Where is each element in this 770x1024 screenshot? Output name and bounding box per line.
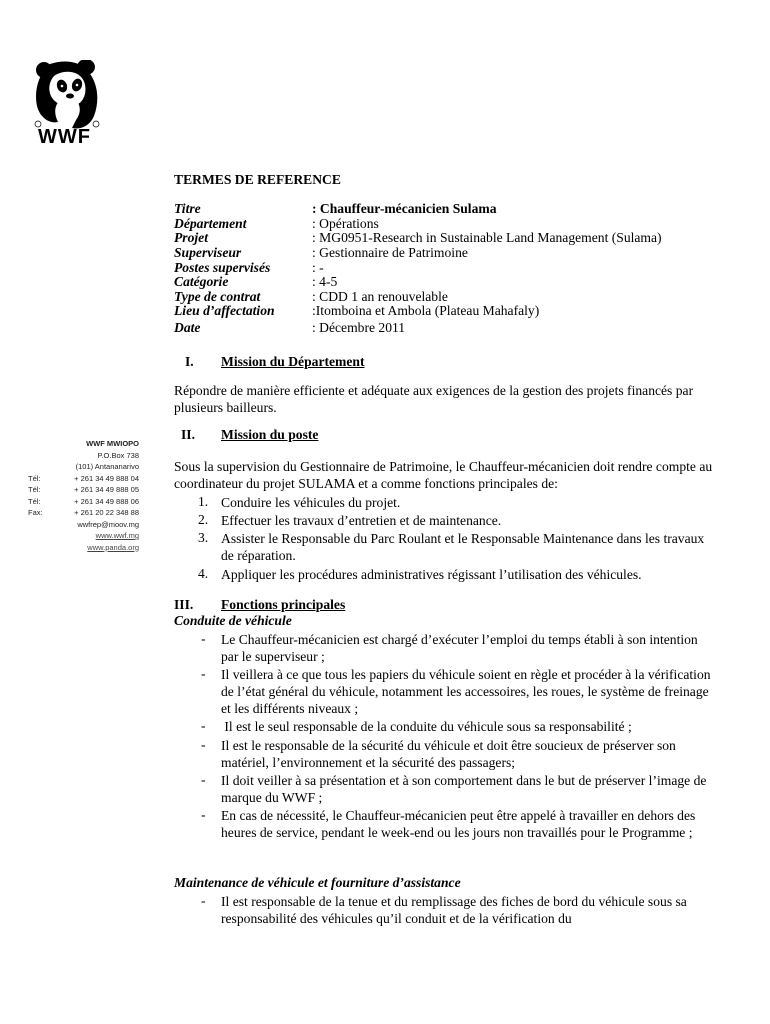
section-number: III. (174, 597, 194, 612)
list-item: Assister le Responsable du Parc Roulant et le Responsable Maintenance dans les travaux de réparation. (221, 531, 705, 563)
list-item: Conduire les véhicules du projet. (221, 495, 401, 510)
subsection-title: Conduite de véhicule (174, 613, 292, 628)
meta-key: Postes supervisés (174, 260, 271, 275)
city: (101) Antananarivo (75, 462, 139, 471)
bullet-dash: - (201, 737, 206, 752)
list-item: Effectuer les travaux d’entretien et de maintenance. (221, 513, 502, 528)
panda-org-link[interactable]: www.panda.org (87, 542, 139, 552)
meta-value: : CDD 1 an renouvelable (312, 289, 448, 304)
bullet-item: Il veillera à ce que tous les papiers du véhicule soient en règle et procéder à la vérification de l’état général du véhicule, notamment les accessoires, les roues, le système de freinage et les différents niveaux ; (221, 667, 711, 716)
meta-value: : Chauffeur-mécanicien Sulama (312, 201, 497, 216)
meta-key: Département (174, 216, 247, 231)
org-name: WWF MWIOPO (86, 439, 139, 448)
bullet-item: Le Chauffeur-mécanicien est chargé d’exécuter l’emploi du temps établi à son intention par le superviseur ; (221, 632, 698, 664)
section-paragraph: Répondre de manière efficiente et adéquate aux exigences de la gestion des projets financés par plusieurs bailleurs. (174, 383, 694, 415)
meta-key: Projet (174, 230, 208, 245)
section-paragraph: Sous la supervision du Gestionnaire de Patrimoine, le Chauffeur-mécanicien doit rendre compte au coordinateur du projet SULAMA et a comme fonctions principales de: (174, 459, 713, 491)
po-box: P.O.Box 738 (97, 450, 139, 460)
list-number: 1. (198, 494, 209, 509)
document-title: TERMES DE REFERENCE (174, 172, 341, 187)
fax-row: Fax: + 261 20 22 348 88 (28, 508, 139, 517)
phone-row: Tél: + 261 34 49 888 06 (28, 496, 139, 506)
meta-key: Type de contrat (174, 289, 261, 304)
subsection-title: Maintenance de véhicule et fourniture d’assistance (174, 875, 461, 890)
section-number: II. (181, 427, 195, 442)
phone-row: Tél: + 261 34 49 888 04 (28, 473, 139, 483)
meta-value: : MG0951-Research in Sustainable Land Management (Sulama) (312, 230, 662, 245)
section-number: I. (185, 354, 194, 369)
wwf-logo (32, 60, 104, 150)
bullet-dash: - (201, 631, 206, 646)
section-title: Fonctions principales (221, 597, 346, 612)
meta-value: : Gestionnaire de Patrimoine (312, 245, 468, 260)
address-block (28, 438, 139, 553)
meta-key: Date (174, 320, 201, 335)
bullet-dash: - (201, 666, 206, 681)
wwf-logo-text: WWF (38, 126, 91, 148)
bullet-dash: - (201, 807, 206, 822)
meta-key: Titre (174, 201, 201, 216)
meta-key: Superviseur (174, 245, 242, 260)
meta-value: : 4-5 (312, 274, 338, 289)
bullet-item: Il est le responsable de la sécurité du véhicule et doit être soucieux de préserver son matériel, l’environnement et la sécurité des passagers; (221, 738, 676, 770)
email-text: wwfrep@moov.mg (77, 519, 139, 529)
meta-value: : - (312, 260, 324, 275)
section-title: Mission du Département (221, 354, 365, 369)
bullet-dash: - (201, 718, 206, 733)
list-number: 2. (198, 512, 209, 527)
wwf-mg-link[interactable]: www.wwf.mg (95, 531, 139, 540)
section-title: Mission du poste (221, 427, 319, 442)
bullet-item: Il doit veiller à sa présentation et à son comportement dans le but de préserver l’image de marque du WWF ; (221, 773, 707, 805)
list-number: 3. (198, 530, 209, 545)
phone-row: Tél: + 261 34 49 888 05 (28, 485, 139, 494)
bullet-item: En cas de nécessité, le Chauffeur-mécanicien peut être appelé à travailler en dehors des heures de service, pendant le week-end ou les jours non travaillés pour le Programme ; (221, 808, 696, 840)
bullet-dash: - (201, 772, 206, 787)
meta-value: : Décembre 2011 (312, 320, 406, 335)
list-number: 4. (198, 566, 209, 581)
bullet-item: Il est le seul responsable de la conduite du véhicule sous sa responsabilité ; (221, 719, 632, 734)
meta-value: :Itomboina et Ambola (Plateau Mahafaly) (312, 303, 540, 318)
meta-value: : Opérations (312, 216, 379, 231)
meta-key: Catégorie (174, 274, 229, 289)
bullet-item: Il est responsable de la tenue et du remplissage des fiches de bord du véhicule sous sa responsabilité des véhicules qu’il conduit et de la vérification du (221, 894, 687, 926)
meta-key: Lieu d’affectation (174, 303, 275, 318)
list-item: Appliquer les procédures administratives régissant l’utilisation des véhicules. (221, 567, 642, 582)
bullet-dash: - (201, 893, 206, 908)
